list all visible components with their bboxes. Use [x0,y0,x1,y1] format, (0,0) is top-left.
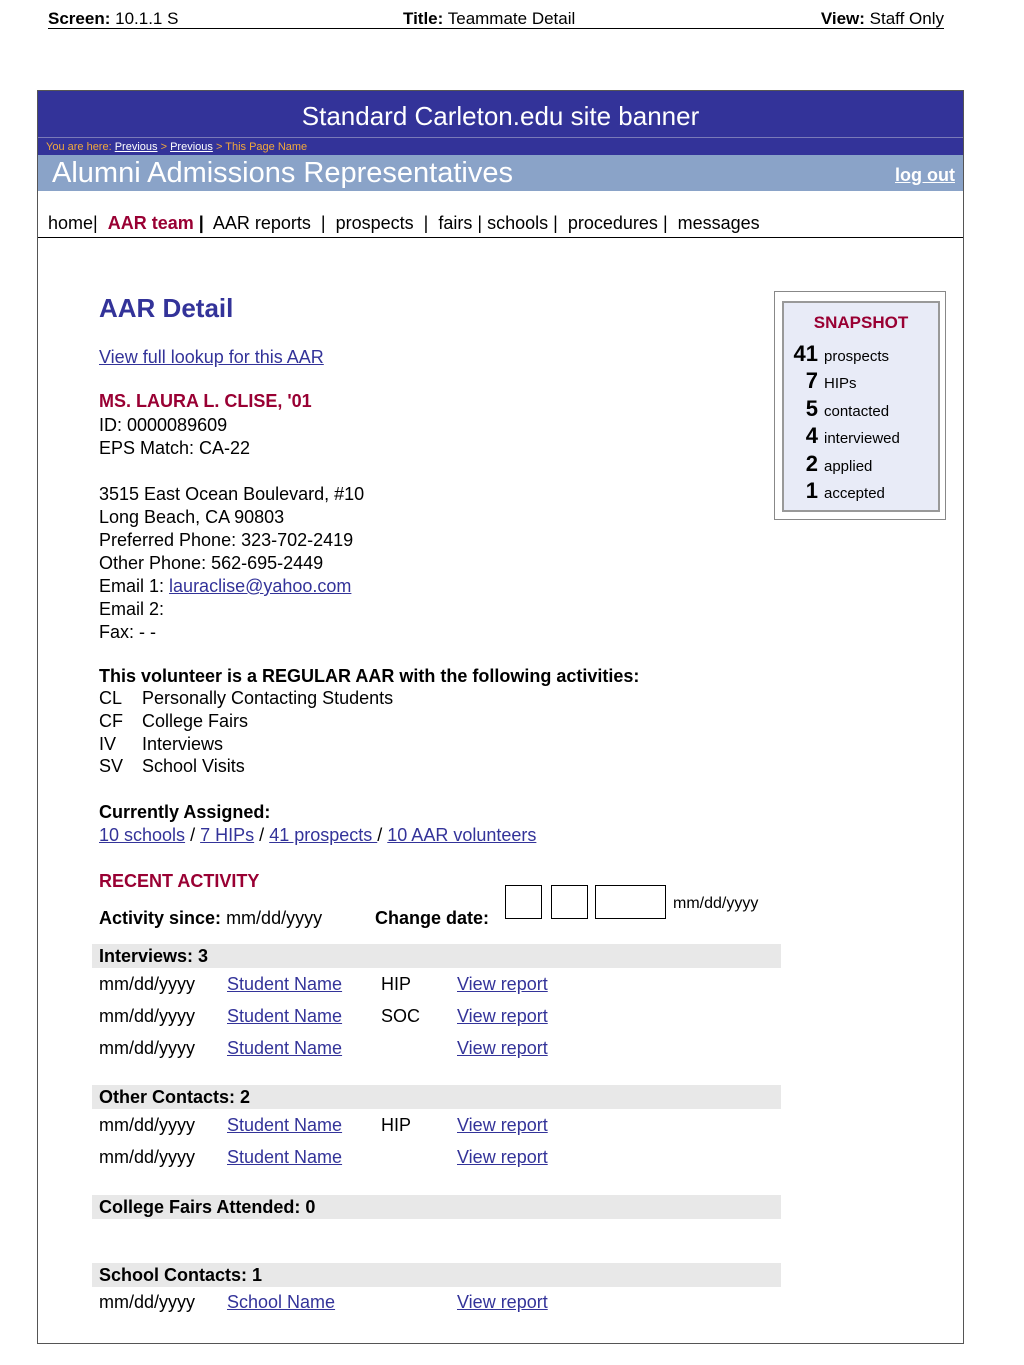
other-phone: Other Phone: 562-695-2449 [99,553,324,573]
title-value: Teammate Detail [447,9,576,28]
change-date-label: Change date: [375,908,490,928]
view-report-link[interactable]: View report [457,1006,548,1026]
activity-code: IV [99,734,117,754]
email-1-label: Email 1: [99,576,165,596]
activity-item [99,734,223,755]
activity-code: CL [99,688,123,708]
activity-since-value: mm/dd/yyyy [226,908,323,928]
fax: Fax: - - [99,622,156,642]
assigned-volunteers-link[interactable]: 10 AAR volunteers [387,825,537,845]
change-date-fields [38,885,963,925]
school-name-link[interactable]: School Name [227,1292,336,1312]
nav-aar-team[interactable]: AAR team [107,213,194,233]
screen-spec [48,9,178,29]
page-frame [37,90,964,1344]
volunteer-id: ID: 0000089609 [99,415,228,435]
title-label: Title: [403,9,444,28]
site-banner: Standard Carleton.edu site banner [38,91,963,137]
student-name-link[interactable]: Student Name [227,974,343,994]
date-format-hint: mm/dd/yyyy [673,895,759,912]
row-date: mm/dd/yyyy [99,1292,196,1312]
breadcrumb-current: This Page Name [225,141,308,153]
nav-separator: | [198,213,204,233]
app-title-bar [38,155,963,191]
nav-separator: | [662,213,668,233]
snapshot-row [784,341,938,367]
nav-procedures[interactable]: procedures [567,213,658,233]
eps-match: EPS Match: CA-22 [99,438,251,458]
snapshot-panel [774,291,946,520]
breadcrumb-link-previous-2[interactable]: Previous [170,141,213,153]
row-date: mm/dd/yyyy [99,1147,196,1167]
nav-prospects[interactable]: prospects [335,213,414,233]
college-fairs-header-text: College Fairs Attended: 0 [99,1197,316,1217]
activity-item [99,711,248,732]
college-fairs-section-header [92,1195,781,1219]
breadcrumb-prefix: You are here: [46,141,112,153]
activities-heading: This volunteer is a REGULAR AAR with the following activities: [99,666,640,686]
nav-home[interactable]: home [48,213,94,233]
view-report-link[interactable]: View report [457,974,548,994]
nav-separator: | [477,213,483,233]
snapshot-count: 41 [793,341,818,366]
nav-separator: | [553,213,558,233]
activity-code: CF [99,711,123,731]
snapshot-row [784,396,938,422]
spec-header [48,8,944,29]
student-name-link[interactable]: Student Name [227,1147,343,1167]
other-contacts-section-header [92,1085,781,1109]
snapshot-count: 1 [805,478,818,503]
view-label: View: [820,9,865,28]
email-1 [99,575,351,598]
snapshot-row [784,451,938,477]
screen-value: 10.1.1 S [115,9,179,28]
snapshot-row [784,478,938,504]
day-input[interactable] [551,885,588,919]
page-title: AAR Detail [99,293,234,323]
email-1-link[interactable]: lauraclise@yahoo.com [169,576,352,596]
snapshot-label: applied [824,458,873,475]
snapshot-label: prospects [824,348,890,365]
student-name-link[interactable]: Student Name [227,1115,343,1135]
address-line-1: 3515 East Ocean Boulevard, #10 [99,484,365,504]
snapshot-row [784,423,938,449]
nav-messages[interactable]: messages [677,213,760,233]
activity-label: Personally Contacting Students [142,688,394,708]
view-report-link[interactable]: View report [457,1292,548,1312]
nav-schools[interactable]: schools [487,213,549,233]
month-input[interactable] [505,885,542,919]
nav-separator: | [320,213,326,233]
assigned-separator: / [190,825,196,845]
breadcrumb-separator: > [160,141,168,153]
breadcrumb-separator: > [215,141,223,153]
snapshot-label: HIPs [824,375,857,392]
assigned-links [99,824,536,847]
snapshot-label: accepted [824,485,885,502]
snapshot-label: interviewed [824,430,900,447]
row-date: mm/dd/yyyy [99,974,196,994]
assigned-prospects-link[interactable]: 41 prospects [269,825,378,845]
snapshot-count: 2 [805,451,818,476]
row-tag: HIP [381,1115,412,1135]
nav-separator: | [93,213,98,233]
title-spec [403,9,575,29]
view-report-link[interactable]: View report [457,1115,548,1135]
app-title: Alumni Admissions Representatives [52,157,513,189]
student-name-link[interactable]: Student Name [227,1006,343,1026]
year-input[interactable] [595,885,666,919]
row-date: mm/dd/yyyy [99,1115,196,1135]
row-date: mm/dd/yyyy [99,1038,196,1058]
assigned-schools-link[interactable]: 10 schools [99,825,186,845]
assigned-hips-link[interactable]: 7 HIPs [200,825,255,845]
email-2: Email 2: [99,599,165,619]
view-spec [821,9,944,29]
snapshot-inner [782,301,940,512]
student-name-link[interactable]: Student Name [227,1038,343,1058]
main-nav [38,191,963,238]
interviews-section-header [92,944,781,968]
activity-label: School Visits [142,756,245,776]
nav-separator: | [423,213,429,233]
snapshot-count: 5 [805,396,818,421]
assigned-separator: / [259,825,265,845]
snapshot-count: 7 [805,368,818,393]
row-tag: SOC [381,1006,421,1026]
activity-code: SV [99,756,124,776]
school-contacts-section-header [92,1263,781,1287]
nav-aar-reports[interactable]: AAR reports [212,213,311,233]
nav-fairs[interactable]: fairs [438,213,473,233]
volunteer-name: MS. LAURA L. CLISE, '01 [99,391,312,411]
snapshot-title: SNAPSHOT [813,313,909,332]
preferred-phone: Preferred Phone: 323-702-2419 [99,530,354,550]
activity-since-label: Activity since: [99,908,222,928]
recent-activity-heading: RECENT ACTIVITY [99,871,260,891]
row-tag: HIP [381,974,412,994]
activity-label: College Fairs [142,711,249,731]
breadcrumb-link-previous-1[interactable]: Previous [114,141,158,153]
full-lookup-link[interactable]: View full lookup for this AAR [99,347,324,367]
view-report-link[interactable]: View report [457,1147,548,1167]
logout-link[interactable]: log out [895,165,955,185]
address-line-2: Long Beach, CA 90803 [99,507,285,527]
screen-label: Screen: [48,9,111,28]
view-report-link[interactable]: View report [457,1038,548,1058]
school-contacts-header-text: School Contacts: 1 [99,1265,263,1285]
row-date: mm/dd/yyyy [99,1006,196,1026]
view-value: Staff Only [869,9,944,28]
snapshot-row [784,368,938,394]
snapshot-label: contacted [824,403,890,420]
activity-label: Interviews [142,734,224,754]
breadcrumb [38,137,963,156]
other-contacts-header-text: Other Contacts: 2 [99,1087,251,1107]
interviews-header-text: Interviews: 3 [99,946,209,966]
snapshot-count: 4 [805,423,818,448]
assigned-separator: / [377,825,383,845]
activity-item [99,688,393,709]
assigned-heading: Currently Assigned: [99,802,271,822]
activity-item [99,756,245,777]
